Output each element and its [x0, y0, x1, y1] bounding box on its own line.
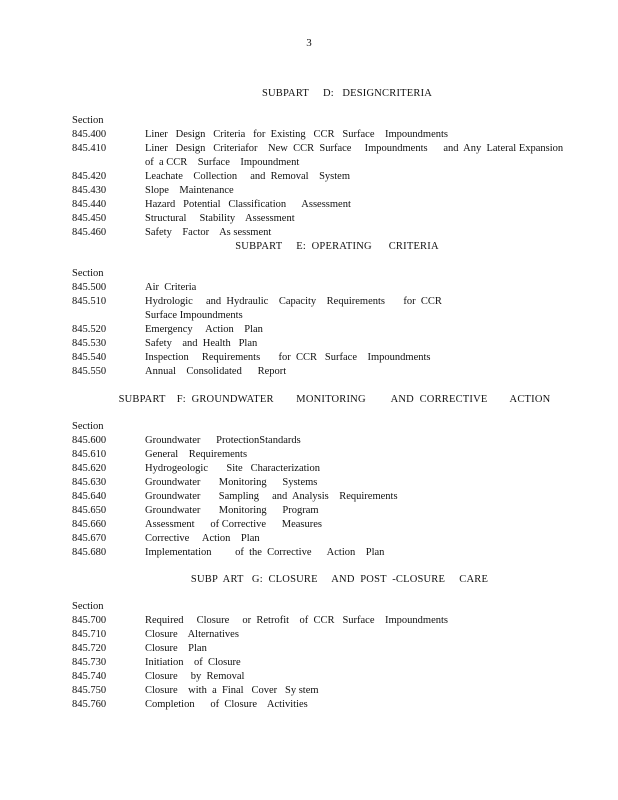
section-title: Liner Design Criteria for Existing CCR Surface Impoundments: [145, 129, 448, 140]
section-entry: [72, 295, 572, 323]
subpart-heading: SUBP ART G: CLOSURE AND POST -CLOSURE CARE: [190, 574, 489, 585]
subpart-heading: SUBPART F: GROUNDWATER MONITORING AND CORRECTIVE ACTION: [118, 394, 551, 405]
section-list: [72, 281, 572, 379]
section-number: 845.500: [72, 282, 107, 293]
section-title: Air Criteria: [145, 282, 197, 293]
section-number: 845.440: [72, 199, 107, 210]
subpart-e: [72, 240, 572, 379]
section-number: 845.450: [72, 213, 107, 224]
section-number: 845.760: [72, 699, 107, 710]
section-title: Closure Plan: [145, 643, 207, 654]
subpart-g: [72, 573, 572, 712]
section-title: Assessment of Corrective Measures: [145, 519, 323, 530]
section-entry: [72, 323, 572, 337]
section-title: Completion of Closure Activities: [145, 699, 308, 710]
section-entry: [72, 462, 572, 476]
section-entry: [72, 128, 572, 142]
section-entry: [72, 337, 572, 351]
section-entry: [72, 532, 572, 546]
section-entry: [72, 476, 572, 490]
section-number: 845.620: [72, 463, 107, 474]
section-title: Hydrologic and Hydraulic Capacity Requirements for CCR Surface Impoundments: [145, 296, 450, 321]
section-entry: [72, 656, 572, 670]
section-number: 845.530: [72, 338, 107, 349]
page-number: 3: [306, 37, 312, 49]
section-entry: [72, 198, 572, 212]
section-title: Closure Alternatives: [145, 629, 239, 640]
section-title: Safety Factor As sessment: [145, 227, 272, 238]
section-entry: [72, 684, 572, 698]
section-number: 845.750: [72, 685, 107, 696]
section-entry: [72, 184, 572, 198]
subpart-heading: SUBPART D: DESIGNCRITERIA: [261, 88, 433, 99]
section-number: 845.420: [72, 171, 107, 182]
section-entry: [72, 614, 572, 628]
subpart-d: [72, 87, 572, 240]
section-number: 845.740: [72, 671, 107, 682]
section-list: [72, 128, 572, 240]
section-title: Structural Stability Assessment: [145, 213, 295, 224]
section-number: 845.540: [72, 352, 107, 363]
section-label: Section: [72, 601, 104, 612]
section-title: Slope Maintenance: [145, 185, 234, 196]
section-entry: [72, 546, 572, 560]
section-number: 845.660: [72, 519, 107, 530]
section-title: Closure with a Final Cover Sy stem: [145, 685, 319, 696]
section-title: Initiation of Closure: [145, 657, 241, 668]
section-number: 845.430: [72, 185, 107, 196]
section-number: 845.730: [72, 657, 107, 668]
section-title: Leachate Collection and Removal System: [145, 171, 350, 182]
section-entry: [72, 226, 572, 240]
section-number: 845.600: [72, 435, 107, 446]
section-number: 845.710: [72, 629, 107, 640]
section-title: Hydrogeologic Site Characterization: [145, 463, 320, 474]
section-entry: [72, 670, 572, 684]
section-number: 845.720: [72, 643, 107, 654]
section-label: Section: [72, 268, 104, 279]
section-number: 845.400: [72, 129, 107, 140]
section-number: 845.460: [72, 227, 107, 238]
section-entry: [72, 448, 572, 462]
section-title: Emergency Action Plan: [145, 324, 263, 335]
section-number: 845.410: [72, 143, 107, 154]
section-entry: [72, 504, 572, 518]
section-title: Groundwater Monitoring Systems: [145, 477, 318, 488]
section-number: 845.640: [72, 491, 107, 502]
section-number: 845.510: [72, 296, 107, 307]
section-title: Groundwater Sampling and Analysis Requirements: [145, 491, 398, 502]
section-title: Annual Consolidated Report: [145, 366, 287, 377]
section-number: 845.680: [72, 547, 107, 558]
section-number: 845.670: [72, 533, 107, 544]
section-entry: [72, 434, 572, 448]
subpart-heading: SUBPART E: OPERATING CRITERIA: [235, 241, 439, 252]
section-entry: [72, 628, 572, 642]
section-number: 845.550: [72, 366, 107, 377]
section-number: 845.520: [72, 324, 107, 335]
section-title: General Requirements: [145, 449, 248, 460]
section-number: 845.650: [72, 505, 107, 516]
section-entry: [72, 142, 572, 170]
subpart-f: [72, 393, 572, 560]
section-title: Inspection Requirements for CCR Surface Impoundments: [145, 352, 431, 363]
section-entry: [72, 698, 572, 712]
section-title: Liner Design Criteriafor New CCR Surface Impoundments and Any Lateral Expansion of a CCR Surface Impoundment: [145, 143, 572, 168]
section-title: Groundwater Monitoring Program: [145, 505, 319, 516]
section-entry: [72, 212, 572, 226]
section-entry: [72, 365, 572, 379]
section-list: [72, 614, 572, 712]
section-number: 845.700: [72, 615, 107, 626]
section-title: Implementation of the Corrective Action Plan: [145, 547, 385, 558]
section-title: Closure by Removal: [145, 671, 245, 682]
section-number: 845.610: [72, 449, 107, 460]
section-entry: [72, 518, 572, 532]
section-entry: [72, 170, 572, 184]
section-entry: [72, 351, 572, 365]
section-title: Safety and Health Plan: [145, 338, 258, 349]
section-label: Section: [72, 421, 104, 432]
section-title: Hazard Potential Classification Assessment: [145, 199, 351, 210]
section-title: Required Closure or Retrofit of CCR Surface Impoundments: [145, 615, 448, 626]
section-title: Groundwater ProtectionStandards: [145, 435, 301, 446]
section-entry: [72, 281, 572, 295]
section-entry: [72, 490, 572, 504]
section-number: 845.630: [72, 477, 107, 488]
section-list: [72, 434, 572, 560]
section-title: Corrective Action Plan: [145, 533, 260, 544]
section-label: Section: [72, 115, 104, 126]
section-entry: [72, 642, 572, 656]
